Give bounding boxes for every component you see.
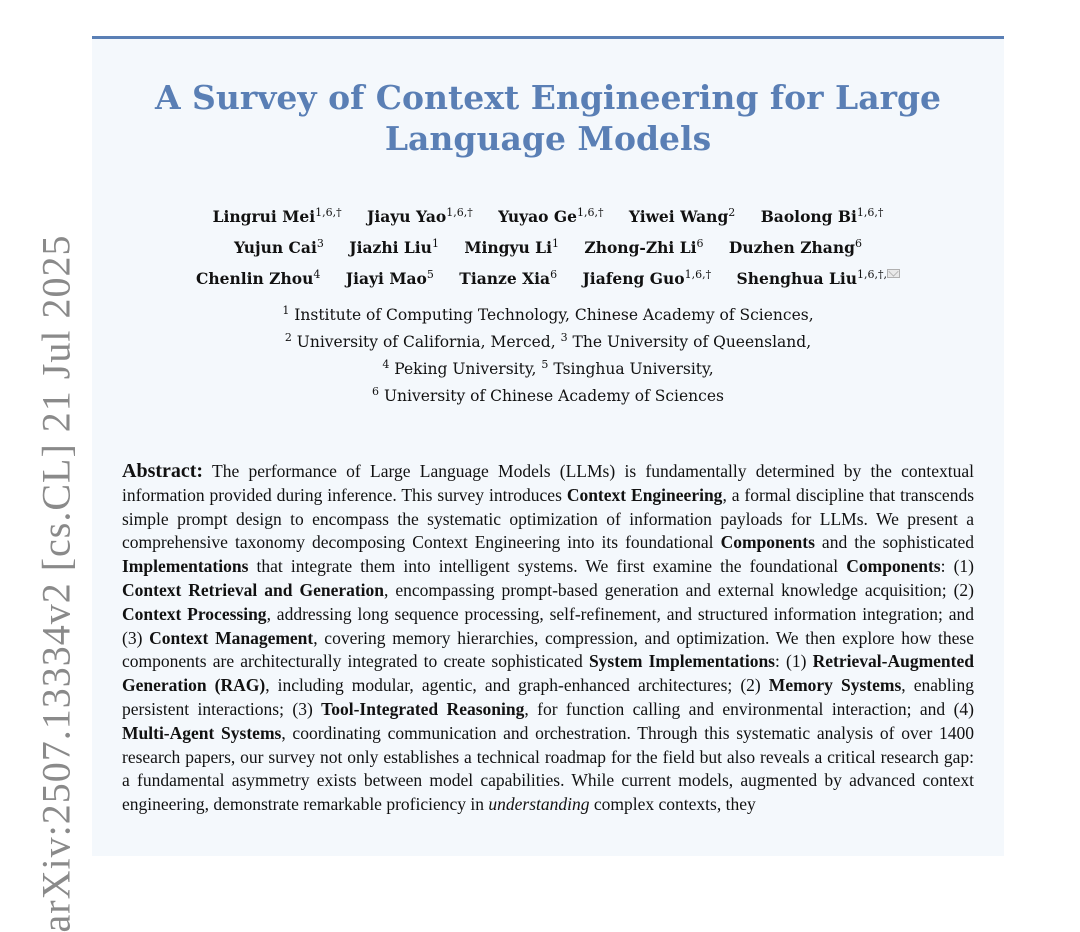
- affiliation-number: 6: [372, 385, 380, 398]
- abstract-text-run: : (1): [940, 556, 974, 577]
- abstract-bold-term: Implementations: [122, 556, 249, 577]
- arxiv-identifier-stamp: [26, 234, 86, 932]
- abstract-text-run: , addressing long sequence processing, self-refinement, and structured information integration; and (3): [122, 603, 975, 648]
- affiliations: [92, 302, 1004, 410]
- author-line: [92, 232, 1004, 263]
- abstract-italic-term: understanding: [488, 794, 590, 815]
- author-name: Shenghua Liu: [736, 269, 857, 288]
- author-affiliation-marks: 6: [854, 237, 862, 250]
- affiliation-number: 5: [541, 358, 549, 371]
- mail-icon[interactable]: [887, 269, 900, 278]
- affiliation-text: Peking University,: [394, 360, 537, 378]
- abstract-bold-term: Components: [720, 532, 815, 553]
- author-affiliation-marks: 6: [696, 237, 704, 250]
- author-name: Yuyao Ge: [498, 207, 577, 226]
- abstract-bold-term: Memory Systems: [768, 675, 902, 696]
- author-affiliation-marks: 1: [551, 237, 559, 250]
- author-name: Jiazhi Liu: [349, 238, 432, 257]
- author: [367, 201, 473, 232]
- abstract-bold-term: Context Processing: [122, 603, 267, 624]
- abstract-bold-term: Multi-Agent Systems: [122, 722, 282, 743]
- author-name: Jiayi Mao: [345, 269, 427, 288]
- affiliation-number: 3: [560, 331, 568, 344]
- abstract-text-run: and the sophisticated: [814, 532, 974, 553]
- author: [584, 232, 703, 263]
- abstract-label: Abstract:: [122, 460, 204, 482]
- author: [349, 232, 439, 263]
- paper-header-panel: [92, 36, 1004, 856]
- author: [761, 201, 884, 232]
- author: [498, 201, 603, 232]
- affiliation-line: [92, 356, 1004, 383]
- abstract-bold-term: System Implementations: [588, 651, 775, 672]
- author-name: Baolong Bi: [760, 207, 857, 226]
- abstract-text-run: that integrate them into intelligent systems. We first examine the foundational: [248, 556, 847, 577]
- abstract-text-run: complex contexts, they: [589, 794, 756, 815]
- abstract-text-run: , coordinating communication and orchestration. Through this systematic analysis of over 1400 research papers, our survey not only establishes a technical roadmap for the field but also reveals a critical research gap: a fundamental asymmetry exists between model capabilities. While current models, augmented by advanced context engineering, demonstrate remarkable proficiency in: [122, 722, 975, 815]
- author-line: [92, 263, 1004, 294]
- author-name: Jiayu Yao: [367, 207, 447, 226]
- abstract-body: [122, 461, 974, 814]
- affiliation-number: 1: [282, 304, 290, 317]
- author-affiliation-marks: 1,6,†: [684, 268, 712, 281]
- affiliation-line: [92, 302, 1004, 329]
- author: [737, 263, 900, 294]
- affiliation-text: University of Chinese Academy of Sciences: [383, 387, 724, 405]
- author-affiliation-marks: 5: [426, 268, 434, 281]
- author: [346, 263, 434, 294]
- affiliation-text: Institute of Computing Technology, Chinese Academy of Sciences,: [294, 306, 814, 324]
- author-affiliation-marks: 3: [316, 237, 324, 250]
- author-name: Duzhen Zhang: [728, 238, 855, 257]
- abstract-bold-term: Context Retrieval and Generation: [122, 579, 385, 600]
- abstract-text-run: , covering memory hierarchies, compression, and optimization. We then explore how these components are architecturally integrated to create sophisticated: [122, 627, 975, 672]
- abstract-bold-term: Context Engineering: [566, 484, 723, 505]
- author: [234, 232, 324, 263]
- author-name: Yiwei Wang: [628, 207, 729, 226]
- paper-title: A Survey of Context Engineering for Large Language Models: [154, 78, 942, 158]
- affiliation-text: Tsinghua University,: [553, 360, 714, 378]
- author: [464, 232, 559, 263]
- abstract-text-run: The performance of Large Language Models (LLMs) is fundamentally determined by the contextual information provided during inference. This survey introduces: [122, 461, 974, 505]
- affiliation-line: [92, 383, 1004, 410]
- affiliation-number: 4: [382, 358, 390, 371]
- abstract-text-run: , for function calling and environmental interaction; and (4): [524, 698, 974, 719]
- affiliation-number: 2: [284, 331, 292, 344]
- author-affiliation-marks: 1: [431, 237, 439, 250]
- abstract-bold-term: Context Management: [149, 627, 314, 648]
- author-line: [92, 201, 1004, 232]
- author: [459, 263, 557, 294]
- author-affiliation-marks: 2: [728, 206, 736, 219]
- affiliation-text: University of California, Merced,: [296, 333, 556, 351]
- author-name: Tianze Xia: [459, 269, 551, 288]
- author-affiliation-marks: 1,6,†: [856, 206, 884, 219]
- abstract-text-run: , including modular, agentic, and graph-enhanced architectures; (2): [265, 675, 769, 696]
- author: [629, 201, 735, 232]
- abstract-text-run: : (1): [775, 651, 813, 672]
- arxiv-stamp-text: arXiv:2507.13334v2 [cs.CL] 21 Jul 2025: [33, 234, 79, 932]
- author-name: Zhong-Zhi Li: [584, 238, 697, 257]
- author-name: Chenlin Zhou: [196, 269, 314, 288]
- abstract-bold-term: Components: [846, 556, 941, 577]
- abstract-text-run: , encompassing prompt-based generation and external knowledge acquisition; (2): [384, 579, 974, 600]
- abstract-text-run: , a formal discipline that transcends simple prompt design to encompass the systematic optimization of information payloads for LLMs. We present a comprehensive taxonomy decomposing Context Engineering into its foundational: [122, 484, 975, 553]
- abstract-bold-term: Retrieval-Augmented Generation (RAG): [122, 651, 974, 696]
- author-name: Yujun Cai: [234, 238, 317, 257]
- abstract-paragraph: [122, 460, 974, 817]
- author-affiliation-marks: 1,6,†,: [857, 268, 887, 281]
- author-name: Lingrui Mei: [212, 207, 316, 226]
- author: [582, 263, 711, 294]
- affiliation-text: The University of Queensland,: [572, 333, 812, 351]
- author-affiliation-marks: 4: [313, 268, 321, 281]
- author-list: [92, 201, 1004, 294]
- author-affiliation-marks: 1,6,†: [315, 206, 342, 219]
- affiliation-line: [92, 329, 1004, 356]
- abstract-text-run: , enabling persistent interactions; (3): [122, 675, 974, 719]
- author: [729, 232, 862, 263]
- author-name: Jiafeng Guo: [582, 269, 685, 288]
- author-affiliation-marks: 6: [550, 268, 558, 281]
- author: [213, 201, 342, 232]
- author-name: Mingyu Li: [464, 238, 552, 257]
- abstract-bold-term: Tool-Integrated Reasoning: [321, 698, 525, 719]
- author-affiliation-marks: 1,6,†: [577, 206, 604, 219]
- author: [196, 263, 320, 294]
- author-affiliation-marks: 1,6,†: [446, 206, 473, 219]
